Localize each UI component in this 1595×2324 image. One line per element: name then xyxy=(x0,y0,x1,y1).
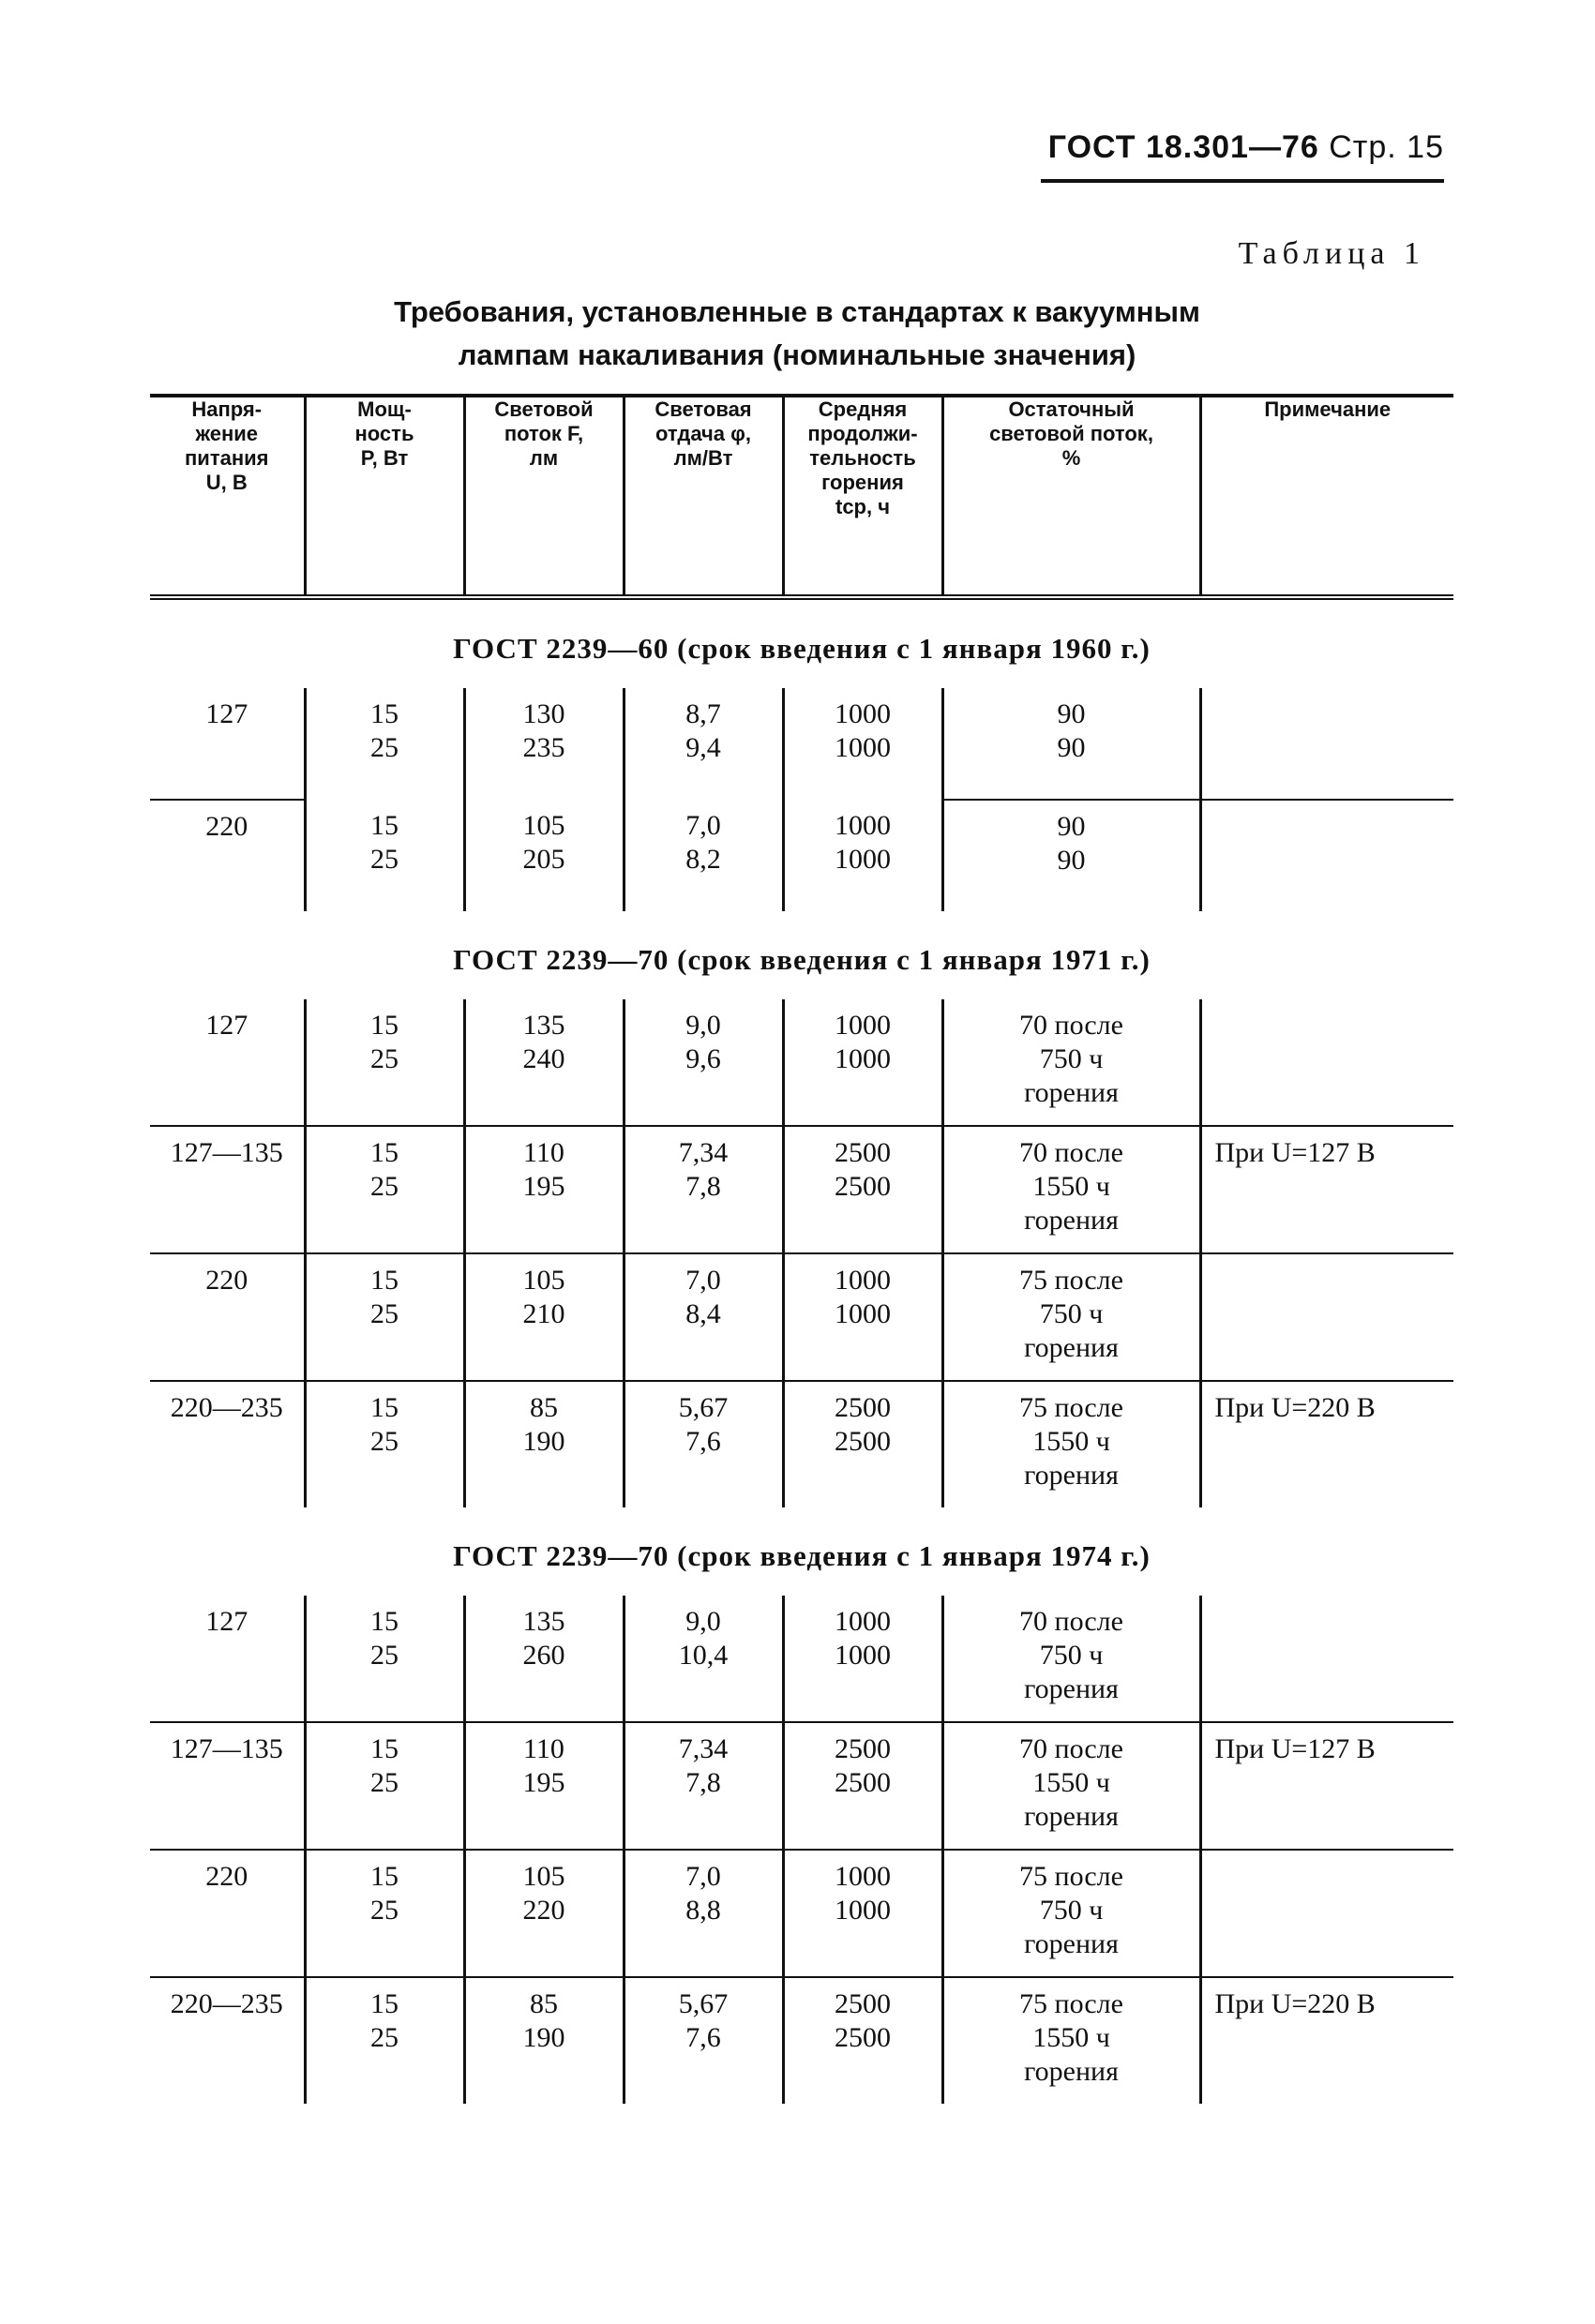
cell-line: Средняя xyxy=(818,397,908,421)
cell-line: 750 ч xyxy=(1039,1043,1104,1074)
cell-line: 7,8 xyxy=(685,1767,721,1798)
cell-line: Остаточный xyxy=(1008,397,1135,421)
cell-line: 75 после xyxy=(1019,1861,1123,1892)
cell-line: 220—235 xyxy=(170,1392,283,1423)
col-power-cell xyxy=(305,1126,464,1253)
col-efficacy-cell xyxy=(624,1381,783,1507)
cell-line: 1000 xyxy=(835,698,891,729)
cell-line: 240 xyxy=(522,1043,565,1074)
col-voltage-cell xyxy=(150,1977,305,2104)
col-voltage-cell xyxy=(150,999,305,1126)
cell-line: 7,6 xyxy=(685,1426,721,1457)
cell-line: Световая xyxy=(655,397,752,421)
cell-line: 15 xyxy=(370,1606,399,1637)
col-residual-flux-header xyxy=(942,396,1200,597)
cell-line: Напря- xyxy=(191,397,263,421)
cell-line: 220 xyxy=(522,1895,565,1926)
cell-line: 210 xyxy=(522,1298,565,1329)
cell-line: 25 xyxy=(370,1298,399,1329)
cell-line: 105 xyxy=(522,1861,565,1892)
section-title: ГОСТ 2239—60 (срок введения с 1 января 1960 г.) xyxy=(453,632,1151,665)
cell-line: 25 xyxy=(370,1767,399,1798)
cell-line: 15 xyxy=(370,1137,399,1168)
table-row xyxy=(150,1381,1453,1507)
col-note-cell xyxy=(1200,999,1453,1126)
cell-line: 1000 xyxy=(835,1606,891,1637)
cell-line: 7,0 xyxy=(685,810,721,841)
cell-line: горения xyxy=(1024,2056,1119,2087)
col-residual-flux-cell xyxy=(942,800,1200,911)
cell-line: отдача φ, xyxy=(655,422,751,445)
cell-line: 85 xyxy=(530,1392,558,1423)
cell-line: 2500 xyxy=(835,1392,891,1423)
cell-line: 750 ч xyxy=(1039,1640,1104,1671)
table-body xyxy=(150,597,1453,2104)
cell-line: 70 после xyxy=(1019,1010,1123,1041)
cell-line: 75 после xyxy=(1019,1392,1123,1423)
cell-line: 25 xyxy=(370,1171,399,1202)
cell-line: 2500 xyxy=(835,1426,891,1457)
col-voltage-cell xyxy=(150,1253,305,1381)
cell-line: 1550 ч xyxy=(1032,1767,1110,1798)
cell-line: горения xyxy=(1024,1928,1119,1959)
cell-line: 1000 xyxy=(835,810,891,841)
col-luminous-flux-cell xyxy=(464,999,624,1126)
col-efficacy-cell xyxy=(624,1850,783,1977)
cell-line: продолжи- xyxy=(807,422,918,445)
cell-line: При U=127 В xyxy=(1214,1137,1376,1168)
col-note-cell xyxy=(1200,1381,1453,1507)
cell-line: 7,6 xyxy=(685,2022,721,2053)
cell-line: тельность xyxy=(809,446,916,470)
table-header xyxy=(150,396,1453,597)
cell-line: 15 xyxy=(370,1010,399,1041)
col-power-cell xyxy=(305,999,464,1126)
col-lifetime-cell xyxy=(783,1977,942,2104)
section-title: ГОСТ 2239—70 (срок введения с 1 января 1974 г.) xyxy=(453,1539,1151,1572)
table-row xyxy=(150,1722,1453,1850)
col-efficacy-cell xyxy=(624,800,783,911)
cell-line: 25 xyxy=(370,1895,399,1926)
cell-line: 15 xyxy=(370,1861,399,1892)
cell-line: При U=220 В xyxy=(1214,1988,1376,2019)
cell-line: 7,8 xyxy=(685,1171,721,1202)
col-voltage-cell xyxy=(150,1722,305,1850)
col-power-cell xyxy=(305,1977,464,2104)
section-row xyxy=(150,911,1453,999)
cell-line: 105 xyxy=(522,1265,565,1296)
col-voltage-cell xyxy=(150,1596,305,1722)
cell-line: 90 xyxy=(1057,732,1086,763)
cell-line: 110 xyxy=(523,1137,564,1168)
table-row xyxy=(150,1977,1453,2104)
cell-line: 1000 xyxy=(835,732,891,763)
col-luminous-flux-cell xyxy=(464,1850,624,1977)
cell-line: 1550 ч xyxy=(1032,1426,1110,1457)
cell-line: питания xyxy=(185,446,269,470)
cell-line: ность xyxy=(354,422,414,445)
col-residual-flux-cell xyxy=(942,999,1200,1126)
standard-code: ГОСТ 18.301—76 xyxy=(1047,129,1319,165)
cell-line: 220 xyxy=(205,1861,248,1892)
cell-line: 15 xyxy=(370,810,399,841)
table-row xyxy=(150,1126,1453,1253)
cell-line: 1000 xyxy=(835,1043,891,1074)
cell-line: 10,4 xyxy=(678,1640,729,1671)
col-lifetime-cell xyxy=(783,800,942,911)
table-row xyxy=(150,1253,1453,1381)
cell-line: 127 xyxy=(205,698,248,729)
table-title-line: лампам накаливания (номинальные значения) xyxy=(458,338,1136,371)
cell-line: горения xyxy=(1024,1801,1119,1832)
cell-line: 70 после xyxy=(1019,1733,1123,1764)
cell-line: P, Вт xyxy=(360,446,409,470)
cell-line: 90 xyxy=(1057,845,1086,876)
col-lifetime-cell xyxy=(783,688,942,800)
cell-line: 2500 xyxy=(835,2022,891,2053)
cell-line: горения xyxy=(1024,1460,1119,1491)
section-title: ГОСТ 2239—70 (срок введения с 1 января 1971 г.) xyxy=(453,943,1151,976)
col-residual-flux-cell xyxy=(942,1977,1200,2104)
col-power-cell xyxy=(305,1381,464,1507)
cell-line: 7,0 xyxy=(685,1265,721,1296)
cell-line: 1000 xyxy=(835,1640,891,1671)
cell-line: 130 xyxy=(522,698,565,729)
cell-line: 127—135 xyxy=(170,1137,283,1168)
col-voltage-cell xyxy=(150,1126,305,1253)
col-efficacy-cell xyxy=(624,1977,783,2104)
cell-line: 190 xyxy=(522,2022,565,2053)
cell-line: 15 xyxy=(370,1265,399,1296)
col-efficacy-cell xyxy=(624,1253,783,1381)
col-power-cell xyxy=(305,1722,464,1850)
col-lifetime-cell xyxy=(783,1381,942,1507)
cell-line: 7,0 xyxy=(685,1861,721,1892)
cell-line: 220 xyxy=(205,1265,248,1296)
cell-line: горения xyxy=(1024,1332,1119,1363)
cell-line: 105 xyxy=(522,810,565,841)
cell-line: 1550 ч xyxy=(1032,1171,1110,1202)
cell-line: горения xyxy=(821,471,904,494)
col-note-cell xyxy=(1200,1126,1453,1253)
col-luminous-flux-cell xyxy=(464,1381,624,1507)
cell-line: 1000 xyxy=(835,844,891,875)
cell-line: При U=127 В xyxy=(1214,1733,1376,1764)
cell-line: 127 xyxy=(205,1606,248,1637)
cell-line: 205 xyxy=(522,844,565,875)
col-note-header xyxy=(1200,396,1453,597)
cell-line: 8,8 xyxy=(685,1895,721,1926)
col-luminous-flux-cell xyxy=(464,1977,624,2104)
cell-line: 25 xyxy=(370,2022,399,2053)
cell-line: 25 xyxy=(370,1043,399,1074)
cell-line: 1000 xyxy=(835,1298,891,1329)
cell-line: 8,4 xyxy=(685,1298,721,1329)
col-lifetime-cell xyxy=(783,1253,942,1381)
cell-line: 15 xyxy=(370,698,399,729)
col-residual-flux-cell xyxy=(942,688,1200,800)
cell-line: 75 после xyxy=(1019,1265,1123,1296)
page-number: Стр. 15 xyxy=(1329,129,1444,165)
col-lifetime-cell xyxy=(783,1126,942,1253)
col-luminous-flux-cell xyxy=(464,1126,624,1253)
col-power-header xyxy=(305,396,464,597)
col-lifetime-cell xyxy=(783,999,942,1126)
cell-line: 1000 xyxy=(835,1895,891,1926)
table-row xyxy=(150,1596,1453,1722)
cell-line: 70 после xyxy=(1019,1137,1123,1168)
cell-line: 2500 xyxy=(835,1171,891,1202)
cell-line: 2500 xyxy=(835,1767,891,1798)
col-residual-flux-cell xyxy=(942,1850,1200,1977)
cell-line: При U=220 В xyxy=(1214,1392,1376,1423)
cell-line: 5,67 xyxy=(678,1392,729,1423)
cell-line: U, В xyxy=(205,471,248,494)
cell-line: 135 xyxy=(522,1606,565,1637)
cell-line: 25 xyxy=(370,1426,399,1457)
cell-line: 90 xyxy=(1057,811,1086,842)
col-voltage-cell xyxy=(150,1850,305,1977)
col-voltage-cell xyxy=(150,688,305,800)
table-label: Таблица 1 xyxy=(1238,236,1425,271)
col-luminous-flux-header xyxy=(464,396,624,597)
col-power-cell xyxy=(305,800,464,911)
cell-line: 127—135 xyxy=(170,1733,283,1764)
section-row xyxy=(150,597,1453,688)
cell-line: 75 после xyxy=(1019,1988,1123,2019)
table-row xyxy=(150,1850,1453,1977)
cell-line: 15 xyxy=(370,1392,399,1423)
cell-line: 190 xyxy=(522,1426,565,1457)
cell-line: лм/Вт xyxy=(673,446,733,470)
col-efficacy-header xyxy=(624,396,783,597)
cell-line: 8,7 xyxy=(685,698,721,729)
cell-line: 7,34 xyxy=(678,1733,729,1764)
section-row xyxy=(150,1507,1453,1596)
cell-line: 135 xyxy=(522,1010,565,1041)
col-luminous-flux-cell xyxy=(464,1596,624,1722)
cell-line: 9,6 xyxy=(685,1043,721,1074)
cell-line: 2500 xyxy=(835,1733,891,1764)
table-row xyxy=(150,999,1453,1126)
cell-line: 70 после xyxy=(1019,1606,1123,1637)
cell-line: 9,0 xyxy=(685,1010,721,1041)
cell-line: 260 xyxy=(522,1640,565,1671)
col-residual-flux-cell xyxy=(942,1126,1200,1253)
col-note-cell xyxy=(1200,1596,1453,1722)
cell-line: 195 xyxy=(522,1767,565,1798)
col-efficacy-cell xyxy=(624,1596,783,1722)
col-lifetime-cell xyxy=(783,1850,942,1977)
col-voltage-cell xyxy=(150,800,305,911)
col-luminous-flux-cell xyxy=(464,688,624,800)
cell-line: 8,2 xyxy=(685,844,721,875)
cell-line: 7,34 xyxy=(678,1137,729,1168)
col-power-cell xyxy=(305,688,464,800)
table-row xyxy=(150,688,1453,800)
cell-line: горения xyxy=(1024,1205,1119,1236)
col-residual-flux-cell xyxy=(942,1253,1200,1381)
col-efficacy-cell xyxy=(624,999,783,1126)
cell-line: 5,67 xyxy=(678,1988,729,2019)
cell-line: 1000 xyxy=(835,1010,891,1041)
col-note-cell xyxy=(1200,1850,1453,1977)
cell-line: горения xyxy=(1024,1077,1119,1108)
table-row xyxy=(150,800,1453,911)
cell-line: 195 xyxy=(522,1171,565,1202)
cell-line: лм xyxy=(529,446,559,470)
cell-line: tср, ч xyxy=(835,495,890,518)
cell-line: 15 xyxy=(370,1988,399,2019)
col-luminous-flux-cell xyxy=(464,1253,624,1381)
cell-line: Примечание xyxy=(1264,397,1392,421)
cell-line: 127 xyxy=(205,1010,248,1041)
lamp-requirements-table xyxy=(150,394,1453,2104)
cell-line: 220—235 xyxy=(170,1988,283,2019)
cell-line: 90 xyxy=(1057,698,1086,729)
col-luminous-flux-cell xyxy=(464,1722,624,1850)
col-luminous-flux-cell xyxy=(464,800,624,911)
cell-line: 9,4 xyxy=(685,732,721,763)
col-efficacy-cell xyxy=(624,1126,783,1253)
cell-line: 25 xyxy=(370,1640,399,1671)
cell-line: 9,0 xyxy=(685,1606,721,1637)
cell-line: 15 xyxy=(370,1733,399,1764)
cell-line: горения xyxy=(1024,1673,1119,1704)
page-header xyxy=(1041,129,1444,183)
col-residual-flux-cell xyxy=(942,1722,1200,1850)
col-note-cell xyxy=(1200,688,1453,800)
col-voltage-header xyxy=(150,396,305,597)
cell-line: 220 xyxy=(205,811,248,842)
cell-line: поток F, xyxy=(504,422,584,445)
cell-line: 110 xyxy=(523,1733,564,1764)
col-efficacy-cell xyxy=(624,1722,783,1850)
table-title xyxy=(150,291,1444,377)
col-power-cell xyxy=(305,1253,464,1381)
col-note-cell xyxy=(1200,1722,1453,1850)
cell-line: 2500 xyxy=(835,1988,891,2019)
cell-line: 2500 xyxy=(835,1137,891,1168)
cell-line: 750 ч xyxy=(1039,1895,1104,1926)
cell-line: 1000 xyxy=(835,1861,891,1892)
col-power-cell xyxy=(305,1596,464,1722)
cell-line: 750 ч xyxy=(1039,1298,1104,1329)
col-voltage-cell xyxy=(150,1381,305,1507)
cell-line: 85 xyxy=(530,1988,558,2019)
col-lifetime-cell xyxy=(783,1596,942,1722)
col-residual-flux-cell xyxy=(942,1596,1200,1722)
cell-line: 1550 ч xyxy=(1032,2022,1110,2053)
cell-line: 25 xyxy=(370,732,399,763)
cell-line: 1000 xyxy=(835,1265,891,1296)
col-lifetime-cell xyxy=(783,1722,942,1850)
cell-line: Мощ- xyxy=(357,397,412,421)
col-efficacy-cell xyxy=(624,688,783,800)
col-note-cell xyxy=(1200,1253,1453,1381)
col-lifetime-header xyxy=(783,396,942,597)
col-note-cell xyxy=(1200,1977,1453,2104)
col-power-cell xyxy=(305,1850,464,1977)
cell-line: % xyxy=(1061,446,1081,470)
cell-line: световой поток, xyxy=(989,422,1153,445)
col-note-cell xyxy=(1200,800,1453,911)
cell-line: жение xyxy=(195,422,259,445)
cell-line: Световой xyxy=(494,397,594,421)
cell-line: 235 xyxy=(522,732,565,763)
cell-line: 25 xyxy=(370,844,399,875)
col-residual-flux-cell xyxy=(942,1381,1200,1507)
table-title-line: Требования, установленные в стандартах к вакуумным xyxy=(394,295,1200,328)
